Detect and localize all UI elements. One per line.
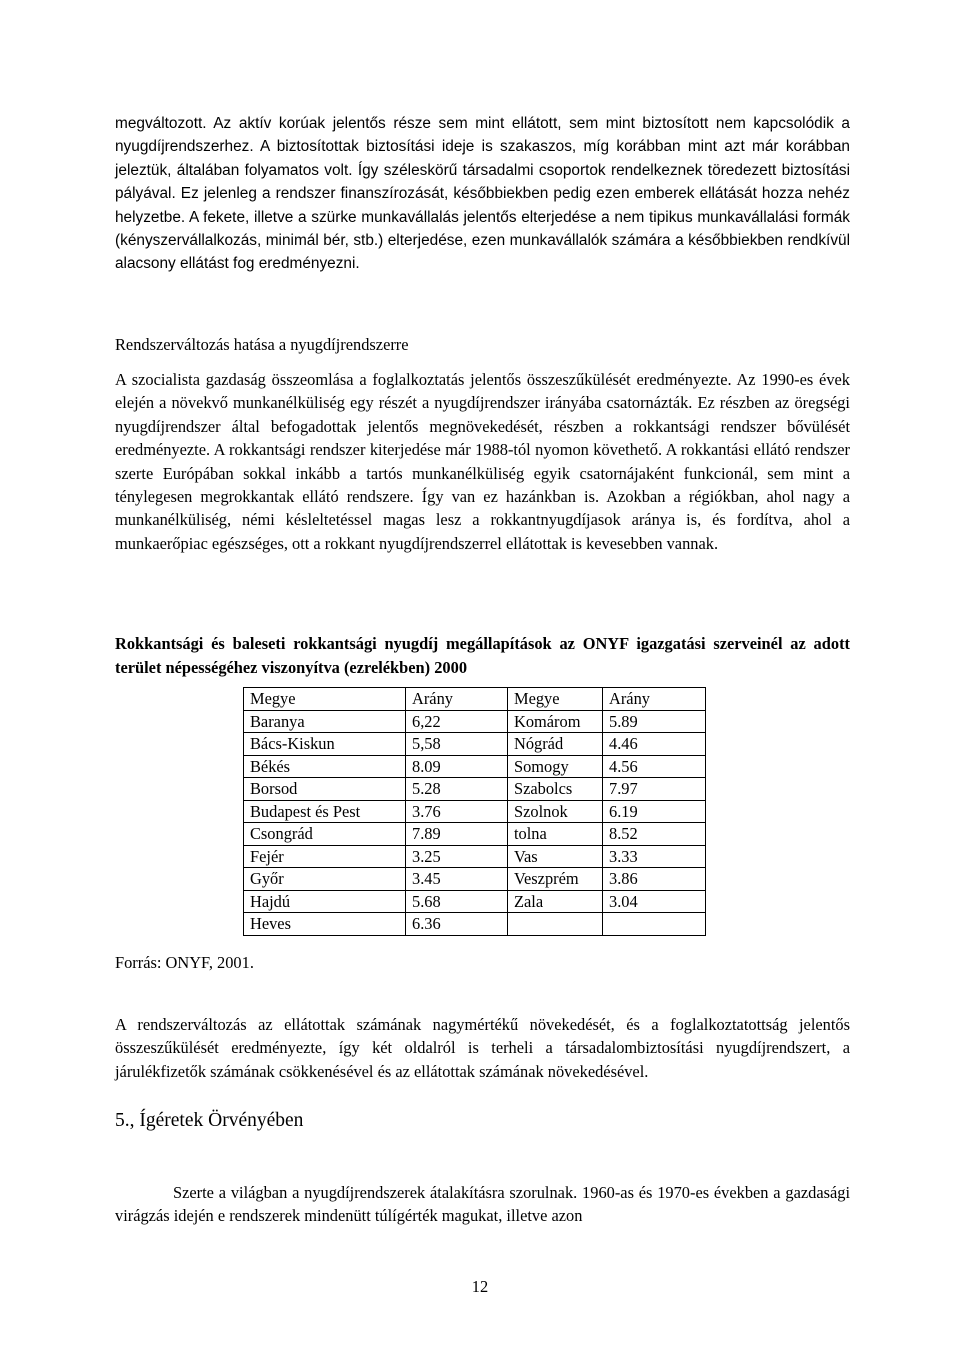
ratio-cell: 5.68	[406, 890, 508, 913]
paragraph-pension-fragmentation: megváltozott. Az aktív korúak jelentős része sem mint ellátott, sem mint biztosított nem kapcsolódik a nyugdíjrendszerhez. A biztosítottak biztosítási ideje is szakaszos, míg korábban mint azt már korábban jeleztük, általában folyamatos volt. Így széleskörű társadalmi csoportok rendelkeznek töredezett biztosítási pályával. Ez jelenleg a rendszer finanszírozását, későbbiekben pedig ezen emberek ellátását hozza nehéz helyzetbe. A fekete, illetve a szürke munkavállalás jelentős elterjedése a nem tipikus munkavállalási formák (kényszervállalkozás, minimál bér, stb.) elterjedése, ezen munkavállalók számára a későbbiekben rendkívül alacsony ellátást fog eredményezni.	[115, 115, 850, 273]
table-title: Rokkantsági és baleseti rokkantsági nyugdíj megállapítások az ONYF igazgatási szerveinél az adott terület népességéhez viszonyítva (ezrelékben) 2000	[115, 634, 850, 677]
paragraph-double-burden: A rendszerváltozás az ellátottak számának nagymértékű növekedését, és a foglalkoztatottság jelentős összeszűkülését eredményezte, így két oldalról is terheli a társadalombiztosítási nyugdíjrendszert, a járulékfizetők számának csökkenésével és az ellátottak számának növekedésével.	[115, 1015, 850, 1081]
ratio-cell: 5,58	[406, 733, 508, 756]
county-cell: Békés	[244, 755, 406, 778]
county-cell: Borsod	[244, 778, 406, 801]
column-header-county: Megye	[508, 688, 603, 711]
ratio-cell: 5.28	[406, 778, 508, 801]
county-cell: Szabolcs	[508, 778, 603, 801]
table-row	[244, 778, 706, 801]
column-header-ratio: Arány	[603, 688, 706, 711]
ratio-cell: 5.89	[603, 710, 706, 733]
county-cell: Komárom	[508, 710, 603, 733]
ratio-cell: 3.25	[406, 845, 508, 868]
county-cell: Győr	[244, 868, 406, 891]
empty-cell	[603, 913, 706, 936]
ratio-cell: 6.19	[603, 800, 706, 823]
ratio-cell: 8.09	[406, 755, 508, 778]
source-note: Forrás: ONYF, 2001.	[115, 953, 254, 972]
county-cell: Fejér	[244, 845, 406, 868]
table-row	[244, 890, 706, 913]
ratio-cell: 8.52	[603, 823, 706, 846]
table-row	[244, 710, 706, 733]
ratio-cell: 6,22	[406, 710, 508, 733]
ratio-cell: 3.45	[406, 868, 508, 891]
county-cell: Somogy	[508, 755, 603, 778]
table-header-row	[244, 688, 706, 711]
ratio-cell: 3.33	[603, 845, 706, 868]
county-cell: Nógrád	[508, 733, 603, 756]
column-header-county: Megye	[244, 688, 406, 711]
ratio-cell: 3.86	[603, 868, 706, 891]
ratio-cell: 3.04	[603, 890, 706, 913]
empty-cell	[508, 913, 603, 936]
ratio-cell: 4.46	[603, 733, 706, 756]
table-row	[244, 800, 706, 823]
ratio-cell: 7.97	[603, 778, 706, 801]
ratio-cell: 4.56	[603, 755, 706, 778]
county-cell: Szolnok	[508, 800, 603, 823]
county-cell: Zala	[508, 890, 603, 913]
county-cell: tolna	[508, 823, 603, 846]
county-cell: Heves	[244, 913, 406, 936]
table-row	[244, 845, 706, 868]
chapter-heading: 5., Ígéretek Örvényében	[115, 1110, 304, 1131]
paragraph-system-change-effects: A szocialista gazdaság összeomlása a foglalkoztatás jelentős összeszűkülését eredményezte. Az 1990-es évek elején a növekvő munkanélküliség egy részét a nyugdíjrendszer irányába csatornázták. Ez részben az öregségi nyugdíjrendszer által befogadottak jelentős megnövekedését, részben a rokkantsági rendszer bővülését eredményezte. A rokkantsági rendszer kiterjedése már 1988-tól nyomon követhető. A rokkantási ellátó rendszer szerte Európában sokkal inkább a tartós munkanélküliség egyik csatornájaként funkcionál, sem mint a ténylegesen megrokkantak ellátó rendszere. Így van ez hazánkban is. Azokban a régiókban, ahol nagy a munkanélküliség, némi késleltetéssel magas lesz a rokkantnyugdíjasok aránya is, és fordítva, ahol a munkaerőpiac egészséges, ott a rokkant nyugdíjrendszerrel ellátottak is kevesebben vannak.	[115, 370, 850, 553]
table-row	[244, 913, 706, 936]
table-row	[244, 755, 706, 778]
county-cell: Baranya	[244, 710, 406, 733]
table-row	[244, 823, 706, 846]
ratio-cell: 7.89	[406, 823, 508, 846]
disability-pension-table	[243, 687, 706, 936]
county-cell: Budapest és Pest	[244, 800, 406, 823]
ratio-cell: 3.76	[406, 800, 508, 823]
section-heading: Rendszerváltozás hatása a nyugdíjrendszerre	[115, 335, 409, 354]
county-cell: Veszprém	[508, 868, 603, 891]
paragraph-pension-reform: Szerte a világban a nyugdíjrendszerek átalakításra szorulnak. 1960-as és 1970-es években a gazdasági virágzás idején e rendszerek mindenütt túlígérték magukat, illetve azon	[115, 1183, 850, 1226]
ratio-cell: 6.36	[406, 913, 508, 936]
column-header-ratio: Arány	[406, 688, 508, 711]
county-cell: Csongrád	[244, 823, 406, 846]
county-cell: Hajdú	[244, 890, 406, 913]
county-cell: Vas	[508, 845, 603, 868]
table-row	[244, 733, 706, 756]
page-number: 12	[471, 1277, 489, 1296]
table-row	[244, 868, 706, 891]
county-cell: Bács-Kiskun	[244, 733, 406, 756]
